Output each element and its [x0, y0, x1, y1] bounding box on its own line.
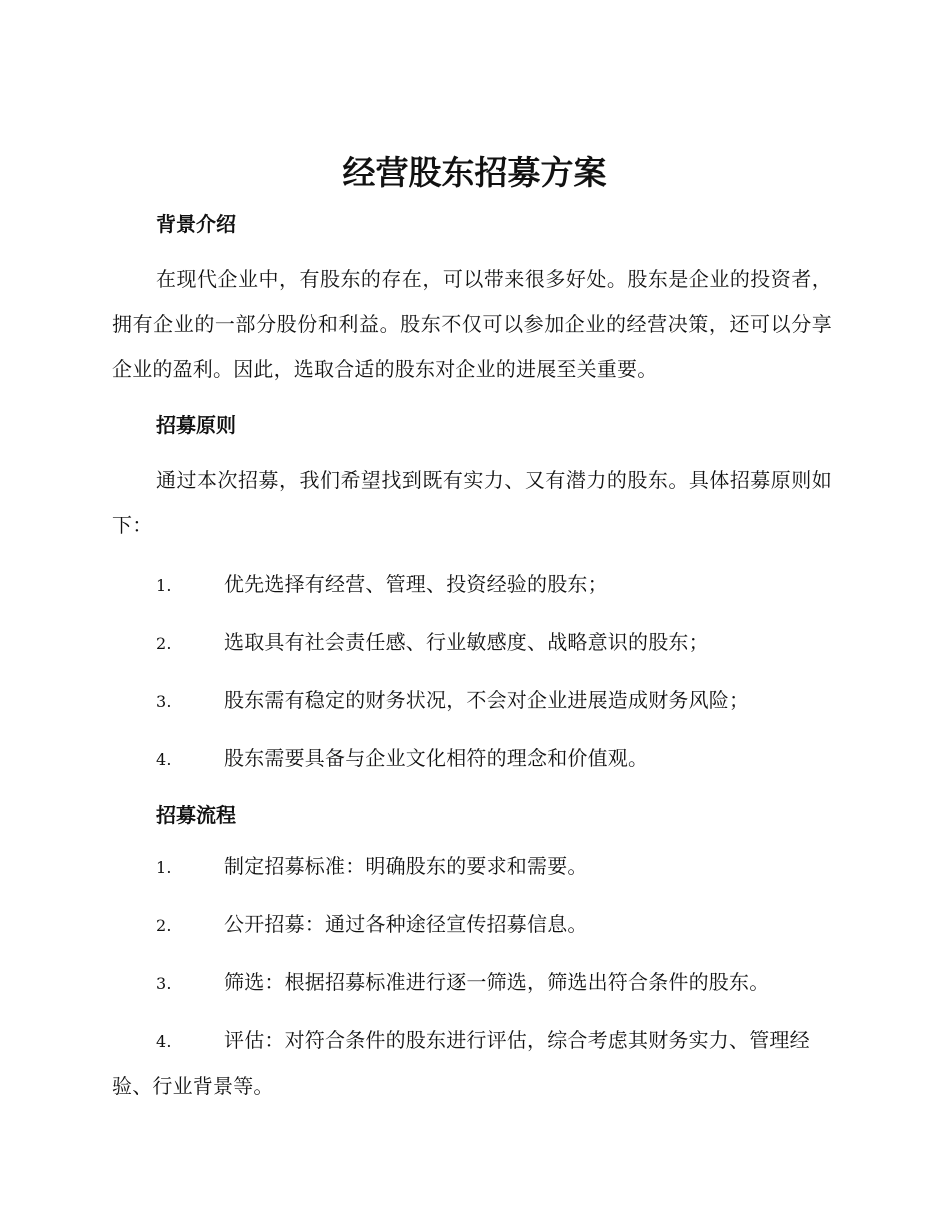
list-item-number: 4.: [156, 1032, 172, 1051]
list-item: [112, 844, 832, 890]
list-item-number: 1.: [156, 576, 172, 595]
list-item-number: 2.: [156, 634, 172, 653]
section-heading-process: 招募流程: [156, 803, 236, 827]
section-paragraph-principles: 通过本次招募，我们希望找到既有实力、又有潜力的股东。具体招募原则如下：: [112, 468, 832, 537]
list-item: [112, 960, 832, 1006]
list-item-number: 3.: [156, 974, 172, 993]
list-item: [112, 678, 832, 724]
list-item-text: 评估：对符合条件的股东进行评估，综合考虑其财务实力、管理经验、行业背景等。: [112, 1028, 810, 1098]
section-paragraph-background: 在现代企业中，有股东的存在，可以带来很多好处。股东是企业的投资者，拥有企业的一部分股份和利益。股东不仅可以参加企业的经营决策，还可以分享企业的盈利。因此，选取合适的股东对企业的进展至关重要。: [112, 267, 832, 381]
list-item-number: 4.: [156, 750, 172, 769]
principles-list: [112, 562, 832, 782]
list-item-text: 制定招募标准：明确股东的要求和需要。: [224, 854, 588, 878]
list-item: [112, 620, 832, 666]
list-item-text: 股东需要具备与企业文化相符的理念和价值观。: [224, 746, 649, 770]
list-item-text: 优先选择有经营、管理、投资经验的股东；: [224, 572, 608, 596]
list-item-text: 股东需有稳定的财务状况，不会对企业进展造成财务风险；: [224, 688, 750, 712]
section-heading-principles: 招募原则: [156, 413, 236, 437]
list-item-text: 选取具有社会责任感、行业敏感度、战略意识的股东；: [224, 630, 709, 654]
list-item: [112, 1018, 832, 1109]
list-item-text: 公开招募：通过各种途径宣传招募信息。: [224, 912, 588, 936]
list-item: [112, 902, 832, 948]
list-item-text: 筛选：根据招募标准进行逐一筛选，筛选出符合条件的股东。: [224, 970, 770, 994]
process-list: [112, 844, 832, 1109]
section-heading-background: 背景介绍: [156, 212, 236, 236]
list-item: [112, 736, 832, 782]
list-item-number: 1.: [156, 858, 172, 877]
list-item-number: 2.: [156, 916, 172, 935]
list-item-number: 3.: [156, 692, 172, 711]
list-item: [112, 562, 832, 608]
document-title: 经营股东招募方案: [342, 153, 607, 192]
